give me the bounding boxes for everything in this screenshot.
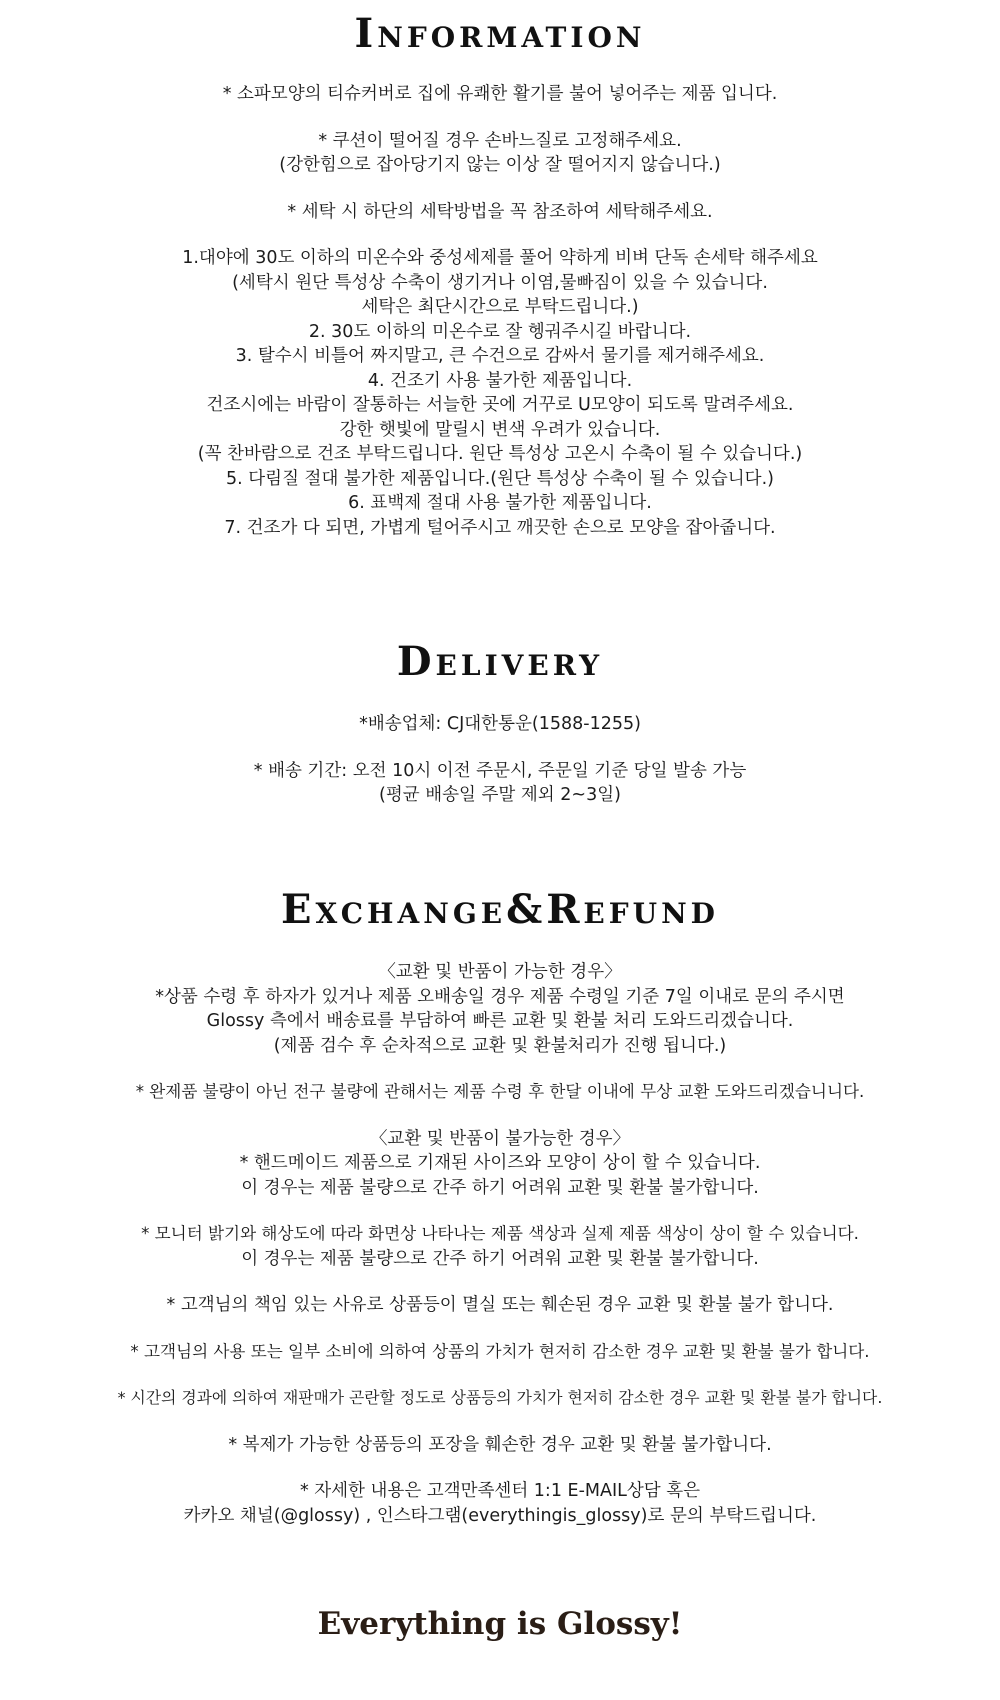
info-line: 5. 다림질 절대 불가한 제품입니다.(원단 특성상 수축이 될 수 있습니다.) — [226, 468, 774, 489]
info-line: 3. 탈수시 비틀어 짜지말고, 큰 수건으로 감싸서 물기를 제거해주세요. — [235, 346, 765, 366]
info-line: 6. 표백제 절대 사용 불가한 제품입니다. — [348, 493, 652, 513]
exchange-line: * 고객님의 책임 있는 사유로 상품등이 멸실 또는 훼손된 경우 교환 및 환불 불가 합니다. — [166, 1295, 834, 1315]
exchange-line: 〈교환 및 반품이 가능한 경우〉 — [378, 962, 622, 982]
delivery-line: *배송업체: CJ대한통운(1588-1255) — [359, 714, 641, 734]
information-section — [0, 82, 1000, 540]
exchange-refund-heading: Exchange&Refund — [281, 886, 719, 933]
exchange-line: *상품 수령 후 하자가 있거나 제품 오배송일 경우 제품 수령일 기준 7일 이내로 문의 주시면 — [155, 986, 845, 1007]
delivery-heading: Delivery — [396, 638, 604, 685]
exchange-line: 이 경우는 제품 불량으로 간주 하기 어려워 교환 및 환불 불가합니다. — [241, 1248, 759, 1269]
info-line: 4. 건조기 사용 불가한 제품입니다. — [367, 370, 633, 391]
info-line: 7. 건조가 다 되면, 가볍게 털어주시고 깨끗한 손으로 모양을 잡아줍니다. — [224, 517, 776, 538]
info-line: 건조시에는 바람이 잘통하는 서늘한 곳에 거꾸로 U모양이 되도록 말려주세요. — [206, 395, 794, 415]
info-line: (강한힘으로 잡아당기지 않는 이상 잘 떨어지지 않습니다.) — [279, 155, 721, 175]
info-line: 2. 30도 이하의 미온수로 잘 헹궈주시길 바랍니다. — [308, 321, 692, 342]
info-line: 1.대야에 30도 이하의 미온수와 중성세제를 풀어 약하게 비벼 단독 손세탁 해주세요 — [182, 248, 818, 268]
exchange-line: 이 경우는 제품 불량으로 간주 하기 어려워 교환 및 환불 불가합니다. — [241, 1177, 759, 1198]
info-line: * 소파모양의 티슈커버로 집에 유쾌한 활기를 불어 넣어주는 제품 입니다. — [222, 84, 778, 104]
exchange-line: Glossy 측에서 배송료를 부담하여 빠른 교환 및 환불 처리 도와드리겠습니다. — [206, 1011, 794, 1031]
exchange-line: 〈교환 및 반품이 불가능한 경우〉 — [369, 1128, 631, 1149]
info-line: 세탁은 최단시간으로 부탁드립니다.) — [361, 297, 639, 317]
exchange-line: 카카오 채널(@glossy) , 인스타그램(everythingis_glossy)로 문의 부탁드립니다. — [183, 1505, 817, 1526]
exchange-line: * 완제품 불량이 아닌 전구 불량에 관해서는 제품 수령 후 한달 이내에 무상 교환 도와드리겠습니니다. — [135, 1082, 865, 1101]
information-heading: Information — [354, 10, 646, 57]
exchange-refund-section — [0, 960, 1000, 1528]
info-line: * 세탁 시 하단의 세탁방법을 꼭 참조하여 세탁해주세요. — [287, 201, 713, 222]
exchange-line: * 핸드메이드 제품으로 기재된 사이즈와 모양이 상이 할 수 있습니다. — [239, 1153, 761, 1173]
info-line: (세탁시 원단 특성상 수축이 생기거나 이염,물빠짐이 있을 수 있습니다. — [232, 272, 768, 293]
info-line: (꼭 찬바람으로 건조 부탁드립니다. 원단 특성상 고온시 수축이 될 수 있습니다.) — [197, 444, 803, 464]
exchange-line: * 자세한 내용은 고객만족센터 1:1 E-MAIL상담 혹은 — [299, 1481, 701, 1501]
exchange-line: * 고객님의 사용 또는 일부 소비에 의하여 상품의 가치가 현저히 감소한 경우 교환 및 환불 불가 합니다. — [130, 1341, 870, 1361]
info-line: * 쿠션이 떨어질 경우 손바느질로 고정해주세요. — [318, 130, 682, 151]
exchange-line: (제품 검수 후 순차적으로 교환 및 환불처리가 진행 됩니다.) — [273, 1035, 727, 1056]
info-line: 강한 햇빛에 말릴시 변색 우려가 있습니다. — [339, 419, 661, 440]
delivery-section — [0, 712, 1000, 808]
exchange-line: * 시간의 경과에 의하여 재판매가 곤란할 정도로 상품등의 가치가 현저히 감소한 경우 교환 및 환불 불가 합니다. — [117, 1388, 883, 1407]
delivery-line: * 배송 기간: 오전 10시 이전 주문시, 주문일 기준 당일 발송 가능 — [253, 760, 747, 781]
delivery-line: (평균 배송일 주말 제외 2~3일) — [379, 785, 621, 805]
exchange-line: * 복제가 가능한 상품등의 포장을 훼손한 경우 교환 및 환불 불가합니다. — [228, 1434, 772, 1455]
exchange-line: * 모니터 밝기와 해상도에 따라 화면상 나타나는 제품 색상과 실제 제품 색상이 상이 할 수 있습니다. — [141, 1224, 859, 1243]
brand-tagline: Everything is Glossy! — [317, 1606, 683, 1642]
